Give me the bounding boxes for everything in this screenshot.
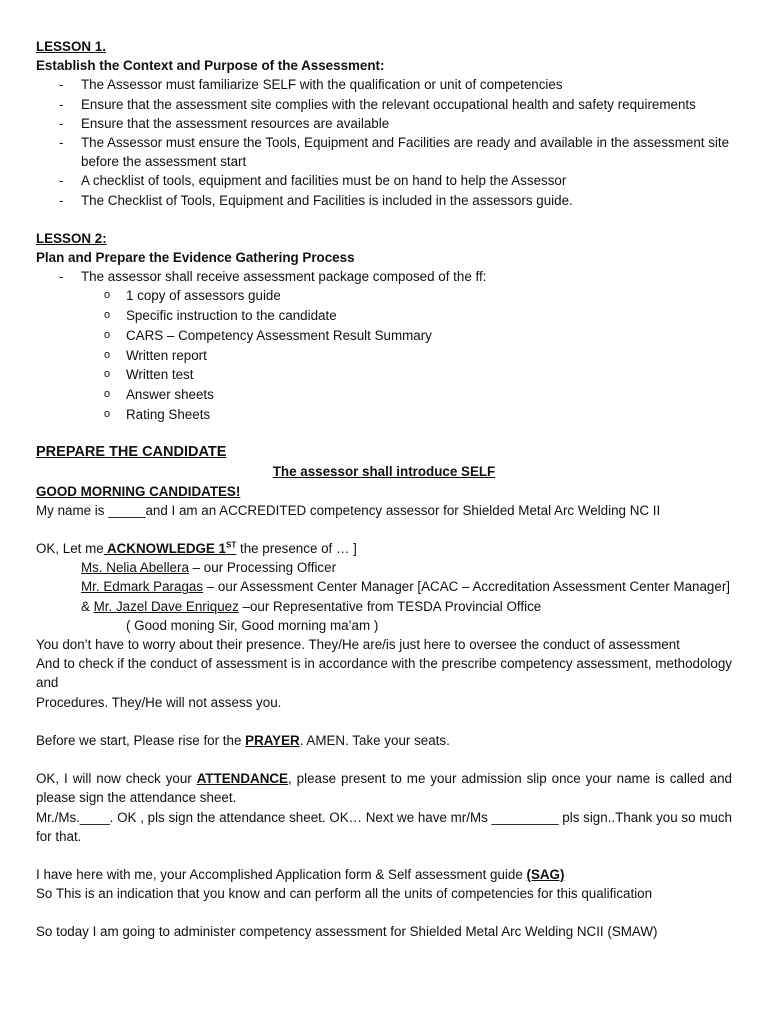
introduce-self-heading: The assessor shall introduce SELF bbox=[272, 464, 496, 480]
greeting: GOOD MORNING CANDIDATES! bbox=[36, 483, 241, 499]
sublist-item: o CARS – Competency Assessment Result Summary bbox=[126, 326, 732, 346]
lesson1-title: LESSON 1. bbox=[36, 39, 106, 54]
procedures-line: Procedures. They/He will not assess you. bbox=[36, 694, 282, 710]
greeting-response: ( Good moning Sir, Good morning ma’am ) bbox=[126, 617, 379, 633]
check-line: And to check if the conduct of assessment is in accordance with the prescribe competency assessment, methodology and bbox=[36, 656, 732, 691]
list-item: - The assessor shall receive assessment package composed of the ff: bbox=[81, 267, 732, 286]
list-item: - A checklist of tools, equipment and facilities must be on hand to help the Assessor bbox=[81, 171, 732, 190]
worry-line: You don’t have to worry about their presence. They/He are/is just here to oversee the conduct of assessment bbox=[36, 637, 680, 653]
sublist-item: o Specific instruction to the candidate bbox=[126, 306, 732, 326]
list-item: - The Assessor must familiarize SELF with the qualification or unit of competencies bbox=[81, 75, 732, 94]
sublist-item: o 1 copy of assessors guide bbox=[126, 286, 732, 306]
lesson1-subtitle: Establish the Context and Purpose of the Assessment: bbox=[36, 58, 385, 74]
list-item: - The Assessor must ensure the Tools, Equipment and Facilities are ready and available in the assessment site before the assessment start bbox=[81, 133, 732, 171]
sublist-item: o Answer sheets bbox=[126, 385, 732, 405]
lesson2-title: LESSON 2: bbox=[36, 230, 107, 246]
indication-line: So This is an indication that you know and can perform all the units of competencies for this qualification bbox=[36, 886, 653, 902]
today-line: So today I am going to administer competency assessment for Shielded Metal Arc Welding NCII (SMAW) bbox=[36, 924, 658, 940]
lesson2-list bbox=[36, 267, 732, 286]
attendance-line: OK, I will now check your ATTENDANCE, please present to me your admission slip once your name is called and please sign the attendance sheet. bbox=[36, 771, 732, 806]
sublist-item: o Written test bbox=[126, 365, 732, 385]
application-line: I have here with me, your Accomplished Application form & Self assessment guide (SAG) bbox=[36, 866, 565, 882]
person-center-manager: Mr. Edmark Paragas – our Assessment Center Manager [ACAC – Accreditation Assessment Center Manager] bbox=[81, 579, 730, 595]
prayer-line: Before we start, Please rise for the PRAYER. AMEN. Take your seats. bbox=[36, 732, 450, 748]
person-processing-officer: Ms. Nelia Abellera – our Processing Officer bbox=[81, 560, 337, 576]
document-page bbox=[36, 37, 732, 942]
person-tesda-representative: & Mr. Jazel Dave Enriquez –our Representative from TESDA Provincial Office bbox=[81, 598, 542, 614]
acknowledge-line: OK, Let me ACKNOWLEDGE 1ST the presence of … ] bbox=[36, 540, 357, 557]
lesson1-list bbox=[36, 75, 732, 209]
prepare-heading: PREPARE THE CANDIDATE bbox=[36, 444, 227, 461]
my-name-line: My name is _____and I am an ACCREDITED competency assessor for Shielded Metal Arc Welding NC II bbox=[36, 502, 661, 518]
lesson2-sublist bbox=[36, 286, 732, 424]
list-item: - Ensure that the assessment resources are available bbox=[81, 114, 732, 133]
sublist-item: o Written report bbox=[126, 346, 732, 366]
list-item: - The Checklist of Tools, Equipment and Facilities is included in the assessors guide. bbox=[81, 191, 732, 210]
sublist-item: o Rating Sheets bbox=[126, 405, 732, 425]
attendance-sign-line: Mr./Ms.____. OK , pls sign the attendance sheet. OK… Next we have mr/Ms _________ pls sign..Thank you so much for that. bbox=[36, 809, 732, 844]
lesson2-subtitle: Plan and Prepare the Evidence Gathering Process bbox=[36, 250, 355, 266]
list-item: - Ensure that the assessment site complies with the relevant occupational health and safety requirements bbox=[81, 95, 732, 114]
